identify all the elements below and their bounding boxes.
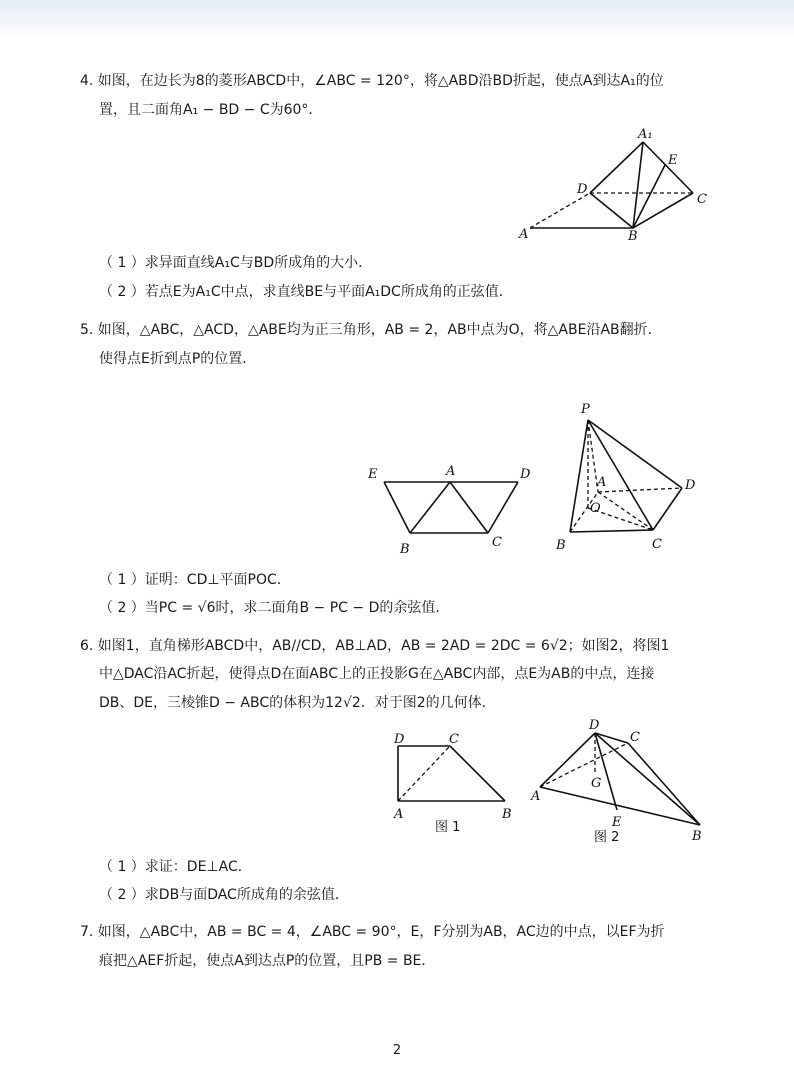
label-c: C <box>652 537 662 552</box>
label-d: D <box>394 732 405 747</box>
label-b: B <box>556 538 566 553</box>
edge-ac <box>598 492 653 530</box>
label-d: D <box>685 478 696 493</box>
label-a: A <box>531 789 541 804</box>
edge-da <box>540 733 595 787</box>
edge-cd <box>653 488 682 530</box>
problem-4-sub-1: （ 1 ）求异面直线A₁C与BD所成角的大小． <box>99 255 373 271</box>
edge-bc <box>570 530 653 532</box>
problem-5-figure-left <box>360 460 540 560</box>
label-a: A <box>597 475 607 490</box>
label-g: G <box>591 776 602 791</box>
problem-4-figure <box>510 125 710 245</box>
label-c: C <box>492 535 502 550</box>
label-c: C <box>630 730 640 745</box>
label-b: B <box>502 807 512 822</box>
label-b: B <box>692 829 702 844</box>
page-number: 2 <box>392 1043 402 1058</box>
edge-pb <box>570 420 588 532</box>
problem-7-line-1: 7. 如图，△ABC中，AB = BC = 4，∠ABC = 90°，E，F分别为AB，AC边的中点，以EF为折 <box>80 924 665 940</box>
label-d: D <box>589 718 600 733</box>
label-a: A <box>519 227 529 242</box>
problem-4-sub-2: （ 2 ）若点E为A₁C中点，求直线BE与平面A₁DC所成角的正弦值． <box>99 284 513 300</box>
problem-5-line-2: 使得点E折到点P的位置． <box>99 351 257 367</box>
edge-ac <box>450 482 488 533</box>
edge-ac <box>398 746 450 801</box>
label-c: C <box>697 192 707 207</box>
label-b: B <box>400 542 410 557</box>
edge-db <box>595 733 700 825</box>
edge-a1b <box>633 142 643 228</box>
label-o: O <box>590 501 601 516</box>
label-a: A <box>446 464 456 479</box>
edge-eb <box>384 482 410 533</box>
label-c: C <box>449 732 459 747</box>
label-d: D <box>520 467 531 482</box>
label-e: E <box>368 467 378 482</box>
problem-6-sub-2: （ 2 ）求DB与面DAC所成角的余弦值． <box>99 887 349 903</box>
edge-ad <box>598 488 682 492</box>
problem-5-figure-right <box>550 398 710 553</box>
edge-da1 <box>590 142 643 193</box>
edge-cb <box>628 743 700 825</box>
figure-2-caption: 图 2 <box>594 830 620 845</box>
problem-6-line-2: 中△DAC沿AC折起，使得点D在面ABC上的正投影G在△ABC内部，点E为AB的中点，连接 <box>99 666 655 682</box>
edge-de <box>595 733 617 810</box>
edge-db <box>590 193 633 228</box>
edge-ad <box>530 193 590 228</box>
figure-1-caption: 图 1 <box>435 820 461 835</box>
label-e: E <box>668 153 678 168</box>
problem-5-sub-2: （ 2 ）当PC = √6时，求二面角B − PC − D的余弦值． <box>99 600 450 616</box>
problem-6-sub-1: （ 1 ）求证：DE⊥AC． <box>99 859 252 875</box>
problem-6-figure-1 <box>385 728 525 838</box>
problem-4-line-2: 置，且二面角A₁ − BD − C为60°． <box>99 102 323 118</box>
label-b: B <box>628 229 638 244</box>
label-a1: A₁ <box>638 127 653 142</box>
problem-7-line-2: 痕把△AEF折起，使点A到达点P的位置，且PB = BE． <box>99 953 436 969</box>
edge-cb <box>450 746 505 801</box>
label-a: A <box>394 807 404 822</box>
problem-6-figure-2 <box>525 715 715 847</box>
page-header-band <box>0 0 794 38</box>
problem-6-line-1: 6. 如图1，直角梯形ABCD中，AB//CD，AB⊥AD，AB = 2AD = 2DC = 6√2；如图2，将图1 <box>80 638 670 654</box>
problem-6-line-3: DB、DE，三棱锥D − ABC的体积为12√2．对于图2的几何体． <box>99 695 496 711</box>
problem-4-line-1: 4. 如图，在边长为8的菱形ABCD中，∠ABC = 120°，将△ABD沿BD折起，使点A到达A₁的位 <box>80 73 664 89</box>
label-p: P <box>581 402 590 417</box>
label-e: E <box>612 815 622 830</box>
edge-ab <box>410 482 450 533</box>
problem-5-sub-1: （ 1 ）证明：CD⊥平面POC． <box>99 572 291 588</box>
problem-5-line-1: 5. 如图，△ABC，△ACD，△ABE均为正三角形，AB = 2，AB中点为O，将△ABE沿AB翻折． <box>80 322 662 338</box>
edge-cd <box>488 482 518 533</box>
label-d: D <box>577 182 588 197</box>
